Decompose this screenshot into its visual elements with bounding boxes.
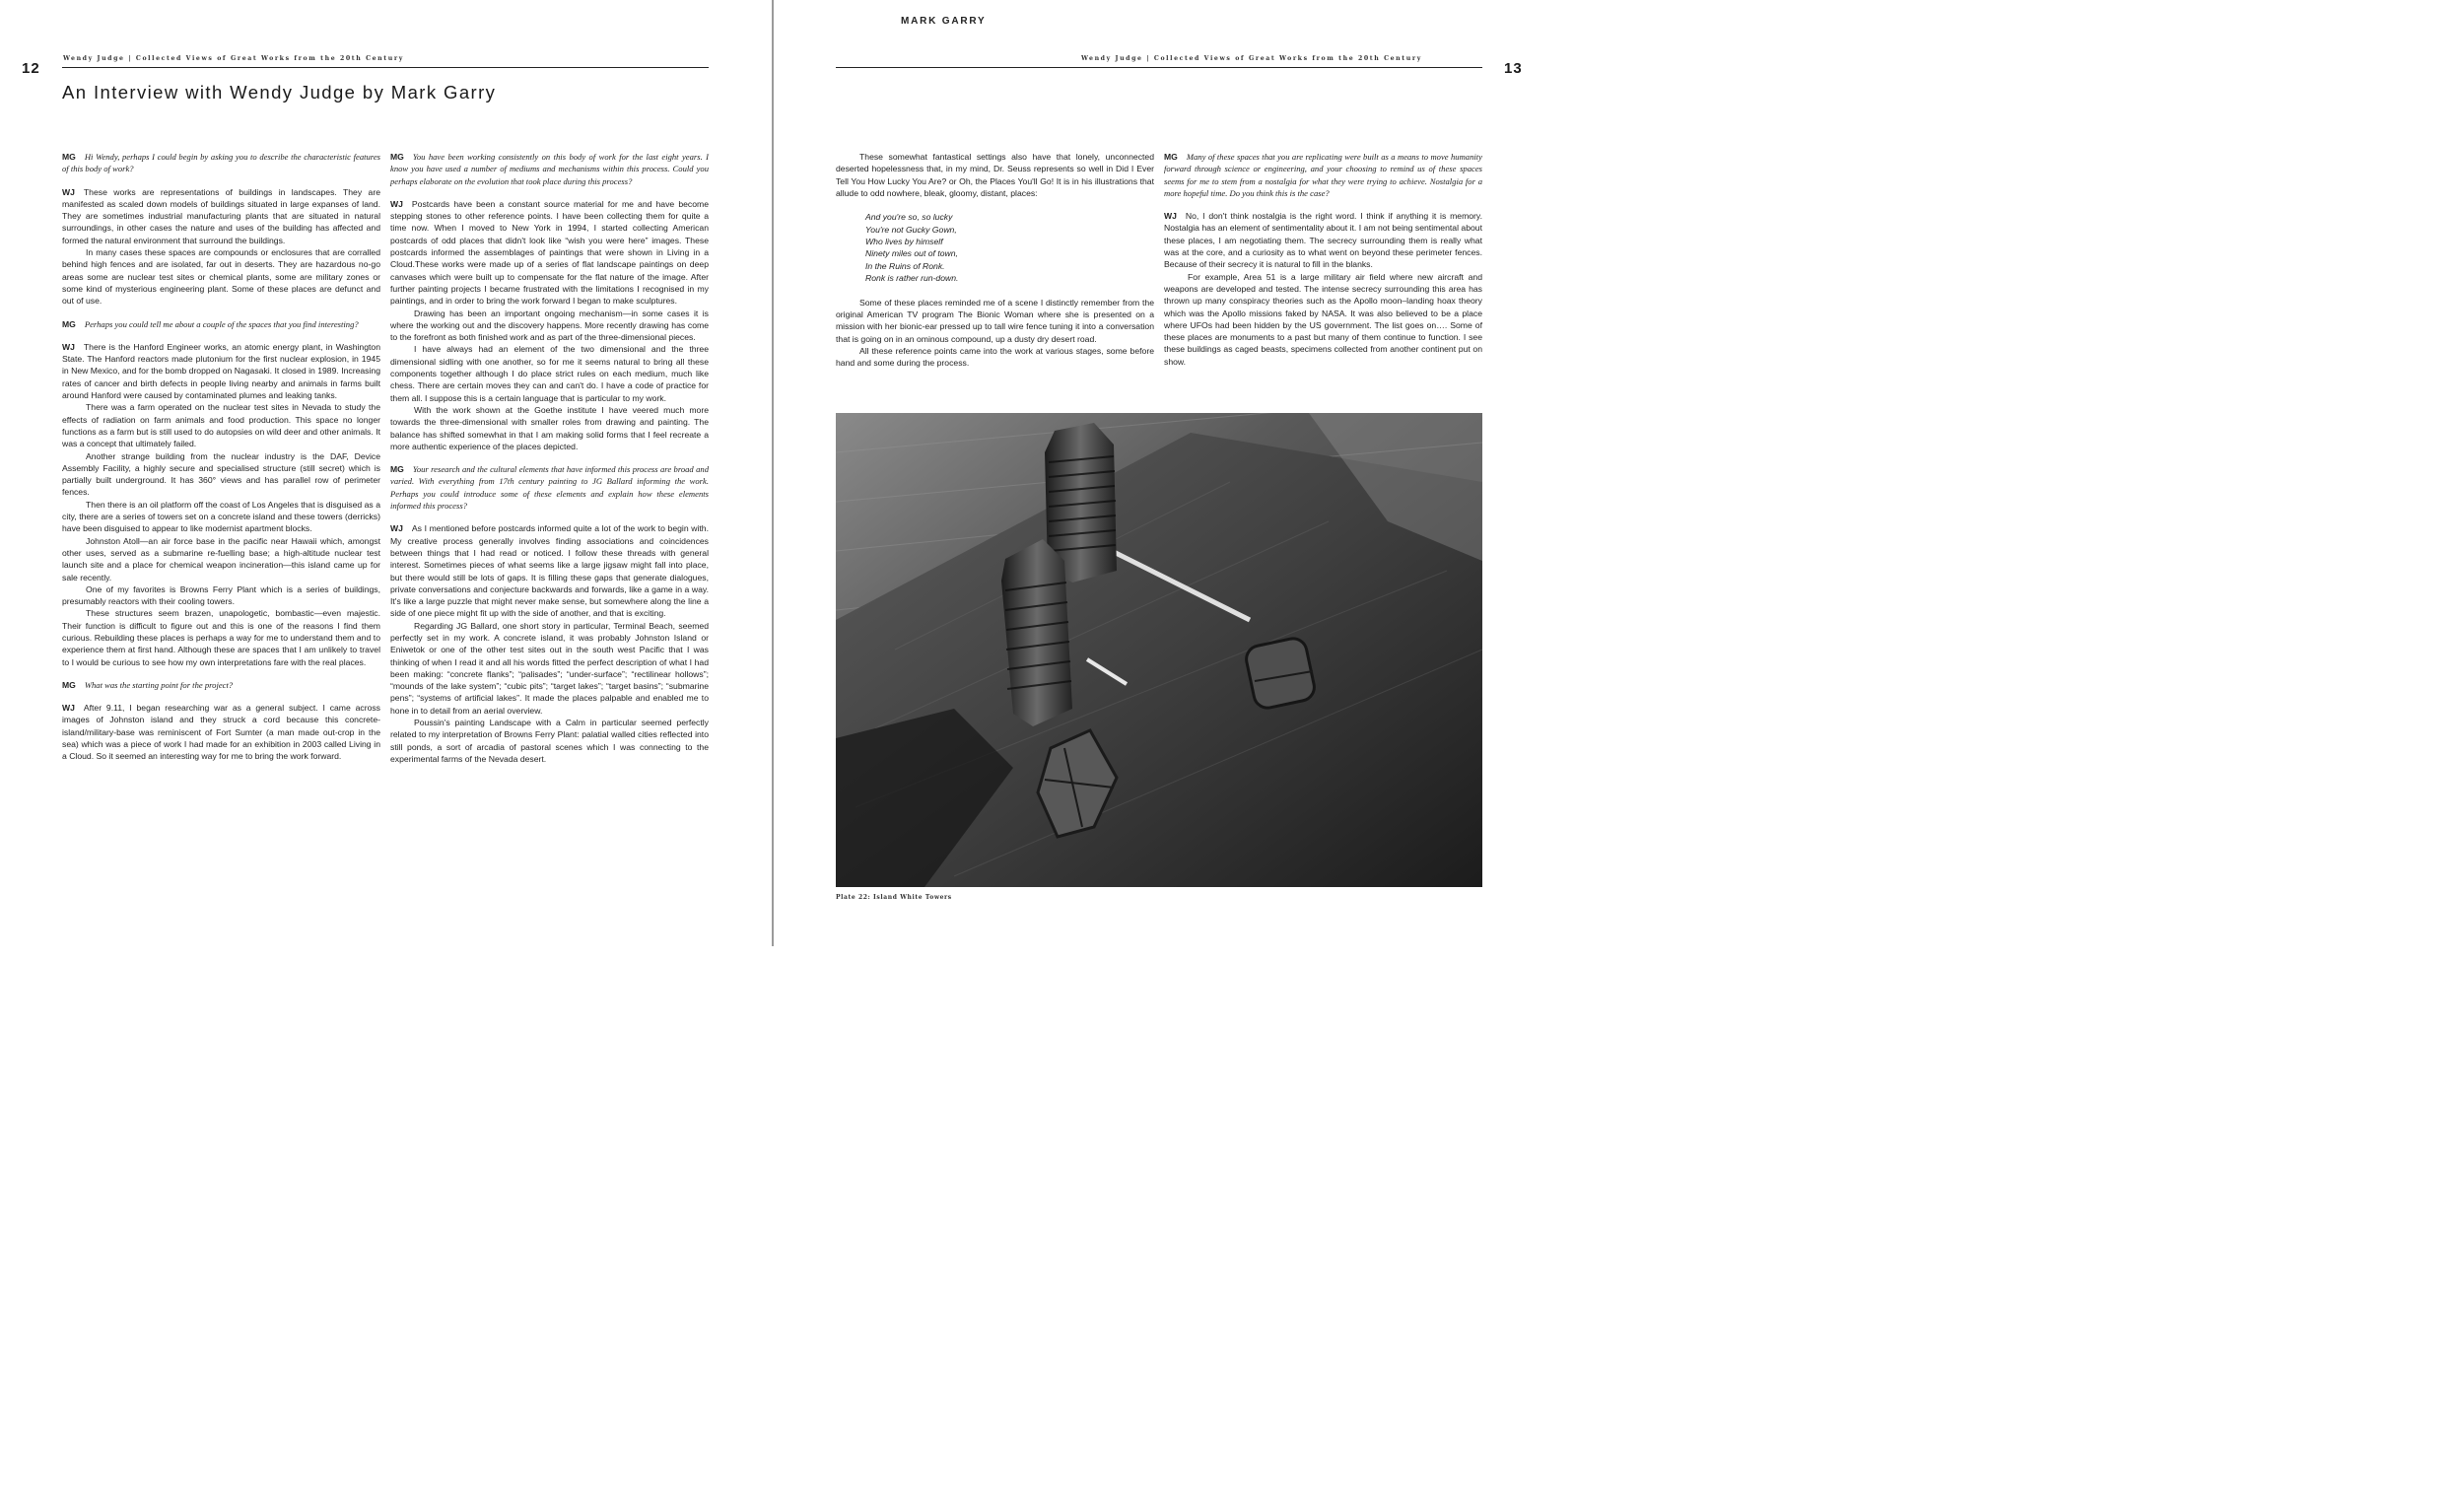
speaker-label: MG	[1164, 152, 1178, 162]
paragraph: All these reference points came into the work at various stages, some before hand and some during the process.	[836, 345, 1154, 369]
interview-answer	[1164, 210, 1482, 270]
interview-question	[390, 151, 709, 187]
interview-answer	[390, 198, 709, 308]
speaker-label: MG	[390, 464, 404, 475]
paragraph-text: As I mentioned before postcards informed quite a lot of the work to begin with. My creative process generally involves finding associations and coincidences between things that I had read or noticed. I follow these threads with general interest. Sometimes pieces of what seems like a large jigsaw might fall into place, but there would still be lots of gaps. It is filling these gaps that generate dialogues, private conversations and conjecture backwards and forwards, like a game in a way. It's like a large puzzle that might never make sense, but somewhere along the line a side of one piece might fit up with the side of another, and that is exciting.	[390, 523, 709, 619]
interview-question	[62, 151, 380, 175]
interview-answer	[62, 186, 380, 246]
right-column-2	[1164, 151, 1482, 368]
paragraph-text: These works are representations of buildings in landscapes. They are manifested as scaled down models of buildings situated in large expanses of land. They are sometimes industrial manufacturing plants that are situated in natural surroundings, in other cases the nature and uses of the building has affected and formed the natural environment that surround the buildings.	[62, 186, 380, 245]
paragraph: Some of these places reminded me of a scene I distinctly remember from the original American TV program The Bionic Woman where she is presented on a mission with her bionic-ear pressed up to tall wire fence tuning it into a conversation that is going on in an ominous compound, up a dusty dry desert road.	[836, 297, 1154, 344]
interview-question	[390, 463, 709, 512]
paragraph-text: There is the Hanford Engineer works, an atomic energy plant, in Washington State. The Hanford reactors made plutonium for the first nuclear explosion, in 1945 in New Mexico, and for the bomb dropped on Nagasaki. It closed in 1989. Increasing rates of cancer and birth defects in people living nearby and animals in farms built around Hanford were caused by contaminated plumes and leaking tanks.	[62, 341, 380, 401]
paragraph: In many cases these spaces are compounds or enclosures that are corralled behind high fences and are isolated, far out in deserts. They are hazardous no-go areas some are nuclear test sites or chemical plants, some are military zones or some kind of mysterious engineering plant. Some of these places are defunct and out of use.	[62, 247, 380, 307]
interview-answer	[62, 341, 380, 401]
paragraph-text: What was the starting point for the project?	[84, 679, 234, 690]
paragraph-text: No, I don't think nostalgia is the right word. I think if anything it is memory. Nostalgia has an element of sentimentality about it. I am not being sentimental about these places, I am negotiating them. The secrecy surrounding them is really what was at the core, and a curiosity as to what went on beyond these perimeter fences. Because of their secrecy it is natural to fill in the blanks.	[1164, 211, 1482, 270]
page-number: 12	[22, 60, 40, 77]
paragraph: Poussin's painting Landscape with a Calm in particular seemed perfectly related to my interpretation of Browns Ferry Plant: palatial walled cities reflected into still ponds, a sort of arcadia of pastoral scenes which I was connecting to the experimental farms of the Nevada desert.	[390, 718, 709, 764]
article-title: An Interview with Wendy Judge by Mark Garry	[62, 82, 497, 103]
running-head: Wendy Judge | Collected Views of Great Works from the 20th Century	[1081, 55, 1422, 62]
speaker-label: WJ	[390, 523, 403, 534]
poem-line: Who lives by himself	[865, 237, 943, 246]
interview-answer	[390, 522, 709, 619]
header-rule	[836, 67, 1482, 68]
poem	[865, 211, 1154, 284]
paragraph-text: Many of these spaces that you are replicating were built as a means to move humanity forward through science or engineering, and your choosing to remind us of these spaces seems for me to stem from a nostalgia for what they were trying to achieve. Nostalgia for a more hopeful time. Do you think this is the case?	[1164, 152, 1482, 198]
plate-photo	[836, 413, 1482, 887]
paragraph: These somewhat fantastical settings also have that lonely, unconnected deserted hopelessness that, in my mind, Dr. Seuss represents so well in Did I Ever Tell You How Lucky You Are? or Oh, the Places You'll Go! It is in his illustrations that allude to odd nowhere, bleak, gloomy, distant, places:	[836, 152, 1154, 198]
interview-answer	[62, 702, 380, 762]
speaker-label: WJ	[390, 198, 403, 209]
speaker-label: WJ	[1164, 211, 1177, 222]
page-number: 13	[1504, 60, 1523, 77]
paragraph: Then there is an oil platform off the coast of Los Angeles that is disguised as a city, there are a series of towers set on a concrete island and these towers (derricks) have been disguised to appear to like modernist apartment blocks.	[62, 499, 380, 534]
paragraph: One of my favorites is Browns Ferry Plant which is a series of buildings, presumably reactors with their cooling towers.	[62, 583, 380, 607]
paragraph-text: After 9.11, I began researching war as a general subject. I came across images of Johnston island and they struck a cord because this concrete-island/military-base was reminiscent of Fort Sumter (a man made out-crop in the sea) which was a piece of work I had made for an exhibition in 2003 called Living in a Cloud. So it seemed an interesting way for me to bring the work forward.	[62, 703, 380, 762]
paragraph-text: You have been working consistently on this body of work for the last eight years. I know you have used a number of mediums and mechanisms within this process. Could you perhaps elaborate on the evolution that took place during this process?	[390, 152, 709, 186]
paragraph: Regarding JG Ballard, one short story in particular, Terminal Beach, seemed perfectly set in my work. A concrete island, it was probably Johnston Island or Eniwetok or one of the other test sites out in the south west Pacific that I was thinking of when I read it and all his words fitted the perfect description of what I had been making: “concrete flanks”; “palisades”; “under-surface”; “rectilinear hollows”; “mounds of the lake system”; “cubic pits”; “target lakes”; “target basins”; “submarine pens”; “systems of artificial lakes”. It made the places palpable and enabled me to hone in to detail from an aerial overview.	[390, 620, 709, 716]
speaker-label: MG	[62, 152, 76, 162]
right-column-1	[836, 151, 1154, 369]
paragraph: Drawing has been an important ongoing mechanism—in some cases it is where the working out and the discovery happens. More recently drawing has come to the forefront as both finished work and as part of the three-dimensional pieces.	[390, 308, 709, 343]
left-column-1	[62, 151, 380, 763]
paragraph: Another strange building from the nuclear industry is the DAF, Device Assembly Facility, a highly secure and specialised structure (still secret) which is partially built underground. It has 360° views and has parallel row of perimeter fences.	[62, 450, 380, 498]
left-column-2	[390, 151, 709, 765]
paragraph: With the work shown at the Goethe institute I have veered much more towards the three-dimensional with smaller roles from drawing and painting. The balance has shifted somewhat in that I am making solid forms that I feel recreate a more authentic experience of the places depicted.	[390, 404, 709, 451]
paragraph: For example, Area 51 is a large military air field where new aircraft and weapons are developed and tested. The intense secrecy surrounding this area has thrown up many conspiracy theories such as the Apollo moon–landing hoax theory which was the Apollo missions faked by NASA. It was also believed to be a place where UFOs had been hidden by the US government. The list goes on…. Some of these places are monuments to a past but many of them continue to function. I see these buildings as caged beasts, specimens collected from another continent put on show.	[1164, 271, 1482, 367]
speaker-label: MG	[390, 152, 404, 162]
interview-question	[62, 318, 380, 330]
paragraph: Johnston Atoll—an air force base in the pacific near Hawaii which, amongst other uses, served as a submarine re-fuelling base; a high-altitude nuclear test launch site and a place for chemical weapon incineration—this island came up for sale recently.	[62, 535, 380, 583]
paragraph: I have always had an element of the two dimensional and the three dimensional sidling with one another, so for me it seems natural to bring all these components together although I do place strict rules on each medium, much like chess. There are certain moves they can and can't do. I have a code of practice for them all. I suppose this is a certain language that is particular to my work.	[390, 344, 709, 403]
poem-line: You're not Gucky Gown,	[865, 224, 957, 235]
left-page	[0, 0, 772, 946]
header-rule	[62, 67, 709, 68]
paragraph-text: Your research and the cultural elements that have informed this process are broad and varied. With everything from 17th century painting to JG Ballard informing the work. Perhaps you could introduce some of these elements and explain how these elements informed this process?	[390, 464, 709, 512]
paragraph-text: Hi Wendy, perhaps I could begin by asking you to describe the characteristic features of this body of work?	[62, 152, 380, 174]
speaker-label: MG	[62, 679, 76, 690]
poem-line: In the Ruins of Ronk.	[865, 260, 945, 271]
author-name: MARK GARRY	[901, 16, 987, 27]
plate-caption: Plate 22: Island White Towers	[836, 894, 952, 901]
speaker-label: MG	[62, 318, 76, 329]
paragraph: These structures seem brazen, unapologetic, bombastic—even majestic. Their function is difficult to figure out and this is one of the reasons I find them curious. Rebuilding these places is perhaps a way for me to understand them and to experience them at first hand. Although these are spaces that I am unlikely to travel to I would be curious to see how my own interpretations fare with the real places.	[62, 608, 380, 667]
paragraph: There was a farm operated on the nuclear test sites in Nevada to study the effects of radiation on farm animals and food production. This space no longer functions as a farm but is still used to do autopsies on wild deer and other animals. It was a concept that ultimately failed.	[62, 402, 380, 449]
interview-question	[62, 679, 380, 691]
right-page	[774, 0, 1545, 946]
speaker-label: WJ	[62, 186, 75, 197]
right-column-1-after	[836, 297, 1154, 370]
interview-question	[1164, 151, 1482, 199]
running-head: Wendy Judge | Collected Views of Great Works from the 20th Century	[63, 55, 404, 62]
paragraph-text: Perhaps you could tell me about a couple of the spaces that you find interesting?	[84, 318, 359, 329]
speaker-label: WJ	[62, 341, 75, 352]
poem-line: And you're so, so lucky	[865, 212, 953, 223]
paragraph-text: Postcards have been a constant source material for me and have become stepping stones to other reference points. I have been collecting them for quite a time now. When I moved to New York in 1994, I started collecting American postcards of odd places that didn't look like “wish you were here” images. These postcards informed the assemblages of paintings that were shown in Living in a Cloud.These works were made up of a series of flat landscape paintings on deep canvases which were built up to compensate for the flat nature of the image. After further painting projects I became frustrated with the limitations I recognised in my paintings, and in order to bring the work forward I began to make sculptures.	[390, 198, 709, 307]
poem-line: Ninety miles out of town,	[865, 248, 958, 259]
speaker-label: WJ	[62, 703, 75, 714]
poem-line: Ronk is rather run-down.	[865, 273, 959, 284]
island-white-towers-photo	[836, 413, 1482, 887]
